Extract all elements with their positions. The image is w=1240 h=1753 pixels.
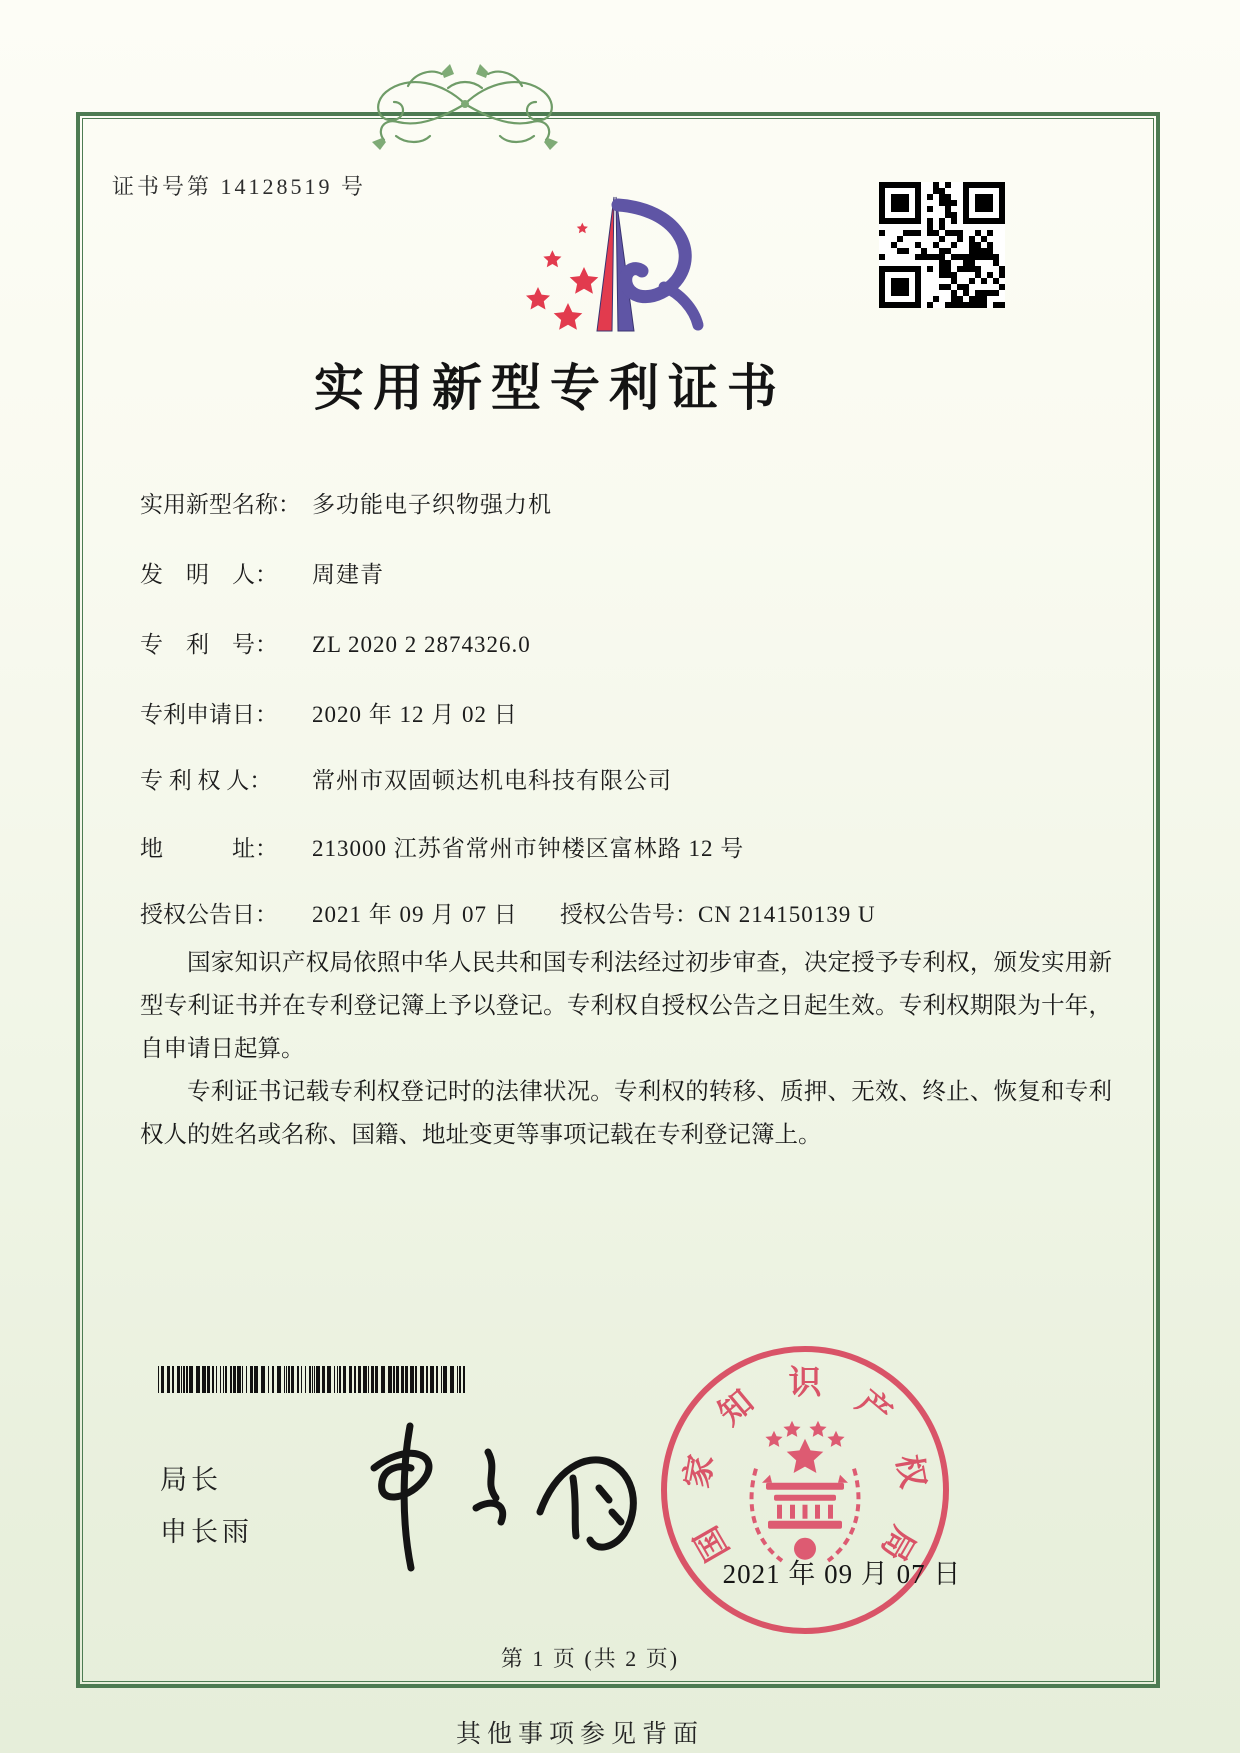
field-label: 专利申请日： [140,702,278,727]
field-label: 专 利 权 人： [140,768,273,793]
seal-ring-char: 国 [688,1519,737,1567]
seal-ring-char: 识 [788,1365,822,1402]
field-label: 授权公告号： [560,902,698,927]
seal-ring-char: 局 [873,1519,922,1567]
field-value: 周建青 [312,562,384,587]
seal-ring-char: 产 [849,1384,898,1433]
certificate-title: 实用新型专利证书 [314,360,786,416]
seal-date: 2021 年 09 月 07 日 [722,1559,962,1589]
field-label: 授权公告日： [140,902,278,927]
field-value: CN 214150139 U [698,902,876,927]
field-value: 213000 江苏省常州市钟楼区富林路 12 号 [312,836,745,861]
seal-ring-char: 知 [712,1384,761,1433]
field-grant-number [560,896,876,929]
field-label: 发 明 人： [140,562,278,587]
field-utility-model-name [140,486,552,519]
field-label: 实用新型名称： [140,492,301,517]
commissioner-signature-icon [318,1412,654,1582]
commissioner-name: 申长雨 [160,1517,253,1547]
field-patent-number [140,626,531,659]
footer-note: 其他事项参见背面 [455,1721,704,1748]
certificate-body [140,942,1112,1157]
certificate-number: 证书号第 14128519 号 [112,174,367,199]
commissioner-title: 局长 [160,1465,222,1495]
field-value: 2020 年 12 月 02 日 [312,702,518,727]
field-value: 2021 年 09 月 07 日 [312,902,518,927]
seal-ring-char: 家 [679,1452,721,1491]
page-indicator: 第 1 页 (共 2 页) [500,1646,680,1671]
field-grant-date [140,896,876,929]
field-address [140,830,744,863]
field-value: 多功能电子织物强力机 [312,492,552,517]
border-ornament-icon [348,52,582,156]
field-value: 常州市双固顿达机电科技有限公司 [312,768,672,793]
grant-paragraph: 国家知识产权局依照中华人民共和国专利法经过初步审查，决定授予专利权，颁发实用新型专利证书并在专利登记簿上予以登记。专利权自授权公告之日起生效。专利权期限为十年，自申请日起算。 [140,950,1112,1062]
cnipa-logo-icon [498,183,723,335]
legal-status-paragraph: 专利证书记载专利权登记时的法律状况。专利权的转移、质押、无效、终止、恢复和专利权人的姓名或名称、国籍、地址变更等事项记载在专利登记簿上。 [140,1079,1112,1148]
field-label: 专 利 号： [140,632,278,657]
field-patentee [140,762,672,795]
seal-ring-char: 权 [889,1452,931,1491]
field-value: ZL 2020 2 2874326.0 [312,632,531,657]
field-label: 地 址： [140,836,278,861]
barcode-icon [158,1366,472,1393]
field-application-date [140,696,518,729]
qr-code-icon [879,182,1005,308]
field-inventor [140,556,384,589]
